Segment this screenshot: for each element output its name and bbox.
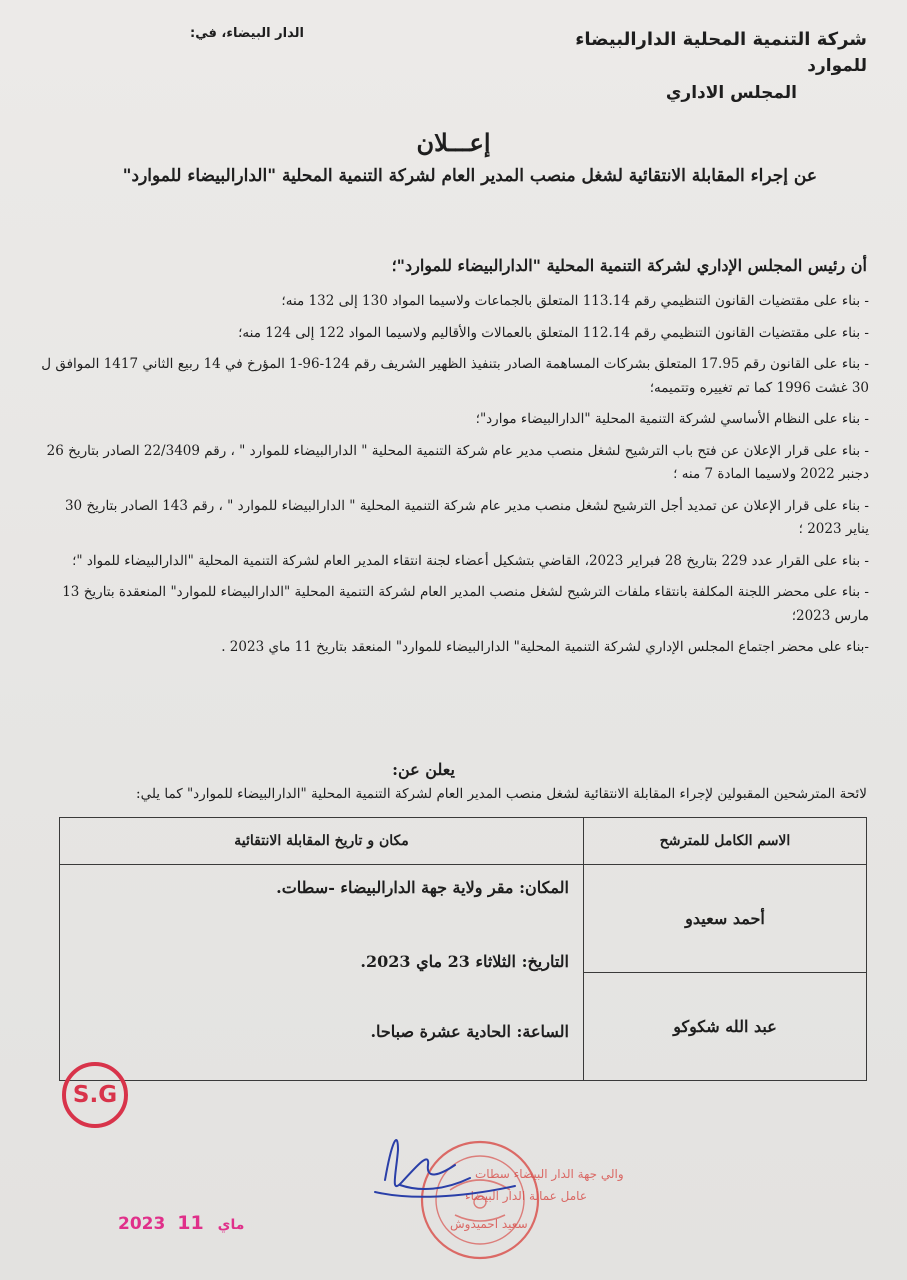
date-stamp-day: 11 (177, 1212, 204, 1234)
place-date: الدار البيضاء، في: (190, 26, 304, 41)
company-name: شركة التنمية المحلية الدارالبيضاء (575, 29, 867, 50)
clause: - بناء على مقتضيات القانون التنظيمي رقم 112.14 المتعلق بالعمالات والأقاليم ولاسيما المواد 122 إلى 124 منه؛ (238, 324, 869, 341)
clause: - بناء على النظام الأساسي لشركة التنمية المحلية "الدارالبيضاء موارد"؛ (475, 411, 869, 427)
interview-location: المكان: مقر ولاية جهة الدارالبيضاء -سطات. (276, 878, 569, 897)
col-header-place: مكان و تاريخ المقابلة الانتقائية (60, 818, 584, 865)
interview-time: الساعة: الحادية عشرة صباحا. (370, 1022, 569, 1041)
candidates-table (59, 817, 867, 1081)
candidate-name: عبد الله شكوكو (584, 973, 867, 1081)
clause: -بناء على محضر اجتماع المجلس الإداري لشركة التنمية المحلية" الدارالبيضاء للموارد" المنعقد بتاريخ 11 ماي 2023 . (221, 639, 869, 655)
president-line: أن رئيس المجلس الإداري لشركة التنمية المحلية "الدارالبيضاء للموارد"؛ (391, 256, 867, 275)
clause: - بناء على القانون رقم 17.95 المتعلق بشركات المساهمة الصادر بتنفيذ الظهير الشريف رقم 124-96-1 المؤرخ في 14 ربيع الثاني 1417 الموافق ل 30 غشت 1996 كما تم تغييره وتتميمه؛ (41, 356, 869, 396)
seal-line-3: سعيد احميدوش (450, 1217, 528, 1231)
clause: - بناء على قرار الإعلان عن تمديد أجل الترشيح لشغل منصب مدير عام شركة التنمية المحلية " الدارالبيضاء للموارد " ، رقم 143 الصادر بتاريخ 30 يناير 2023 ؛ (64, 497, 869, 537)
clause: - بناء على محضر اللجنة المكلفة بانتقاء ملفات الترشيح لشغل منصب المدير العام لشركة التنمية المحلية "الدارالبيضاء للموارد" المنعقدة بتاريخ 13 مارس 2023؛ (62, 584, 869, 624)
interview-details (60, 865, 584, 1081)
table-header-row (60, 818, 867, 865)
seal-line-2: عامل عمالة الدار البيضاء (465, 1189, 587, 1203)
company-name-cont: للموارد (807, 56, 867, 76)
document-subtitle: عن إجراء المقابلة الانتقائية لشغل منصب المدير العام لشركة التنمية المحلية "الدارالبيضاء للموارد" (122, 166, 817, 186)
candidate-name: أحمد سعيدو (584, 865, 867, 973)
clause: - بناء على مقتضيات القانون التنظيمي رقم 113.14 المتعلق بالجماعات ولاسيما المواد 130 إلى 132 منه؛ (281, 293, 869, 309)
sg-stamp: S.G (62, 1062, 128, 1128)
document-title: إعـــلان (416, 128, 491, 157)
clause: - بناء على قرار الإعلان عن فتح باب الترشيح لشغل منصب مدير عام شركة التنمية المحلية " الدارالبيضاء للموارد " ، رقم 22/3409 الصادر بتاريخ 26 دجنبر 2022 ولاسيما المادة 7 منه ؛ (46, 442, 869, 482)
list-intro: لائحة المترشحين المقبولين لإجراء المقابلة الانتقائية لشغل منصب المدير العام لشركة التنمية المحلية "الدارالبيضاء للموارد" كما يلي: (136, 786, 867, 802)
interview-date: التاريخ: الثلاثاء 23 ماي 2023. (360, 952, 569, 971)
col-header-name: الاسم الكامل للمترشح (584, 818, 867, 865)
date-stamp-year: 2023 (118, 1214, 166, 1234)
board-name: المجلس الاداري (665, 83, 797, 103)
date-stamp-month: ماي (217, 1217, 245, 1233)
seal-line-1: والي جهة الدار البيضاء سطات (475, 1167, 624, 1181)
date-stamp (118, 1212, 252, 1234)
seal-text-lines (450, 1167, 624, 1232)
issuer-header (537, 26, 867, 107)
official-seal-signature (280, 1120, 624, 1270)
announces-heading: يعلن عن: (392, 760, 455, 779)
clauses-list (39, 290, 869, 668)
clause: - بناء على القرار عدد 229 بتاريخ 28 فبراير 2023، القاضي بتشكيل أعضاء لجنة انتقاء المدير العام لشركة التنمية المحلية "الدارالبيضاء للمواد "؛ (72, 552, 869, 569)
table-row (60, 865, 867, 973)
